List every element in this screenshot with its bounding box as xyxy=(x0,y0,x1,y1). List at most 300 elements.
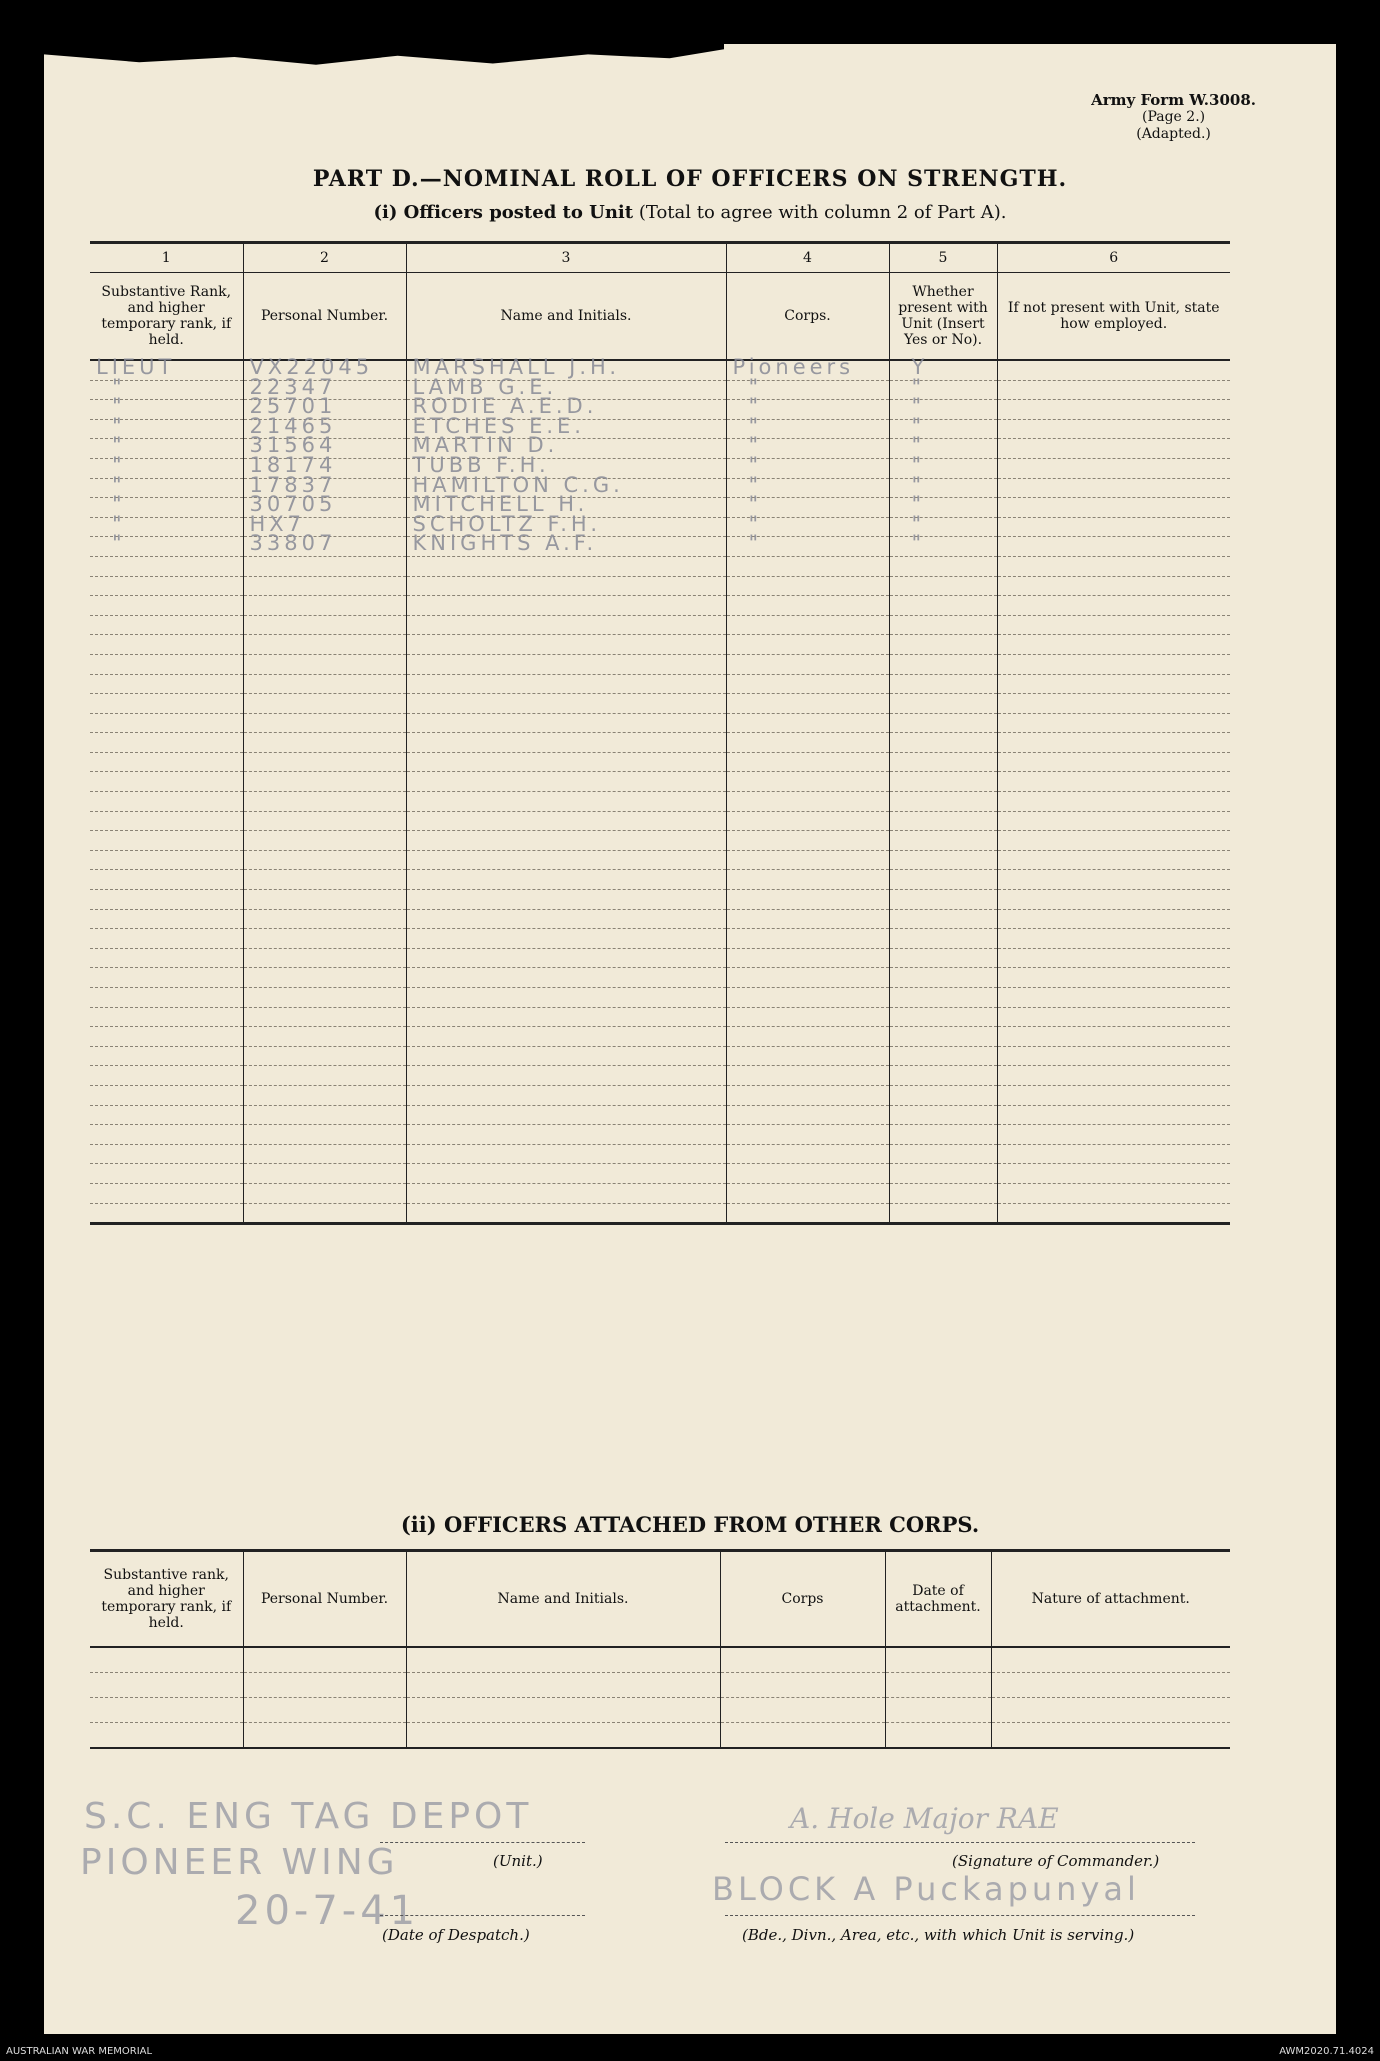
table-cell xyxy=(90,909,243,929)
table-cell xyxy=(720,1647,885,1673)
table-cell xyxy=(726,1144,889,1164)
signature-label: (Signature of Commander.) xyxy=(952,1852,1160,1870)
table-cell xyxy=(997,380,1230,400)
header-nature-attachment: Nature of attachment. xyxy=(991,1551,1230,1648)
table-cell xyxy=(726,752,889,772)
table-cell xyxy=(90,1125,243,1145)
table-cell xyxy=(243,1183,406,1203)
header-rank: Substantive rank, and higher temporary rank, if held. xyxy=(90,1551,243,1648)
table-cell xyxy=(726,576,889,596)
table-cell xyxy=(406,811,726,831)
table-cell xyxy=(889,492,997,518)
table-cell xyxy=(726,1007,889,1027)
table-cell xyxy=(90,870,243,890)
table-cell xyxy=(889,1144,997,1164)
table-cell xyxy=(243,531,406,557)
handwritten-corps: " xyxy=(748,433,763,458)
table-cell xyxy=(889,1105,997,1125)
table-cell xyxy=(720,1723,885,1749)
table-cell xyxy=(726,988,889,1008)
col-number: 6 xyxy=(997,243,1230,273)
table-cell xyxy=(997,733,1230,753)
handwritten-name: ETCHES E.E. xyxy=(412,413,585,438)
table-row xyxy=(90,792,1230,812)
table-cell xyxy=(997,1105,1230,1125)
table-cell xyxy=(885,1723,991,1749)
handwritten-number: 25701 xyxy=(249,394,337,419)
table-cell xyxy=(889,654,997,674)
table-cell xyxy=(243,576,406,596)
handwritten-corps: " xyxy=(748,511,763,536)
table-cell xyxy=(406,596,726,616)
archive-reference: AWM2020.71.4024 xyxy=(1279,2046,1374,2057)
table-cell xyxy=(997,478,1230,498)
table-cell xyxy=(90,988,243,1008)
table-cell xyxy=(889,1046,997,1066)
table-cell xyxy=(889,713,997,733)
table-cell xyxy=(406,674,726,694)
table-cell xyxy=(997,1066,1230,1086)
table-cell xyxy=(726,850,889,870)
header-personal-number: Personal Number. xyxy=(243,273,406,361)
table-cell xyxy=(90,1723,243,1749)
table-cell xyxy=(997,360,1230,380)
table-cell xyxy=(726,1046,889,1066)
table-cell xyxy=(726,694,889,714)
table-cell xyxy=(243,1144,406,1164)
table-cell xyxy=(726,635,889,655)
table-cell xyxy=(997,674,1230,694)
date-line xyxy=(380,1915,585,1916)
handwritten-corps: " xyxy=(748,394,763,419)
handwritten-number: 31564 xyxy=(249,433,337,458)
table-cell xyxy=(406,772,726,792)
table-cell xyxy=(243,1027,406,1047)
header-corps: Corps xyxy=(720,1551,885,1648)
table-cell xyxy=(997,870,1230,890)
handwritten-name: MITCHELL H. xyxy=(412,492,589,517)
table-row xyxy=(90,674,1230,694)
table-cell xyxy=(889,1007,997,1027)
table-cell xyxy=(243,890,406,910)
table-row xyxy=(90,556,1230,576)
table-cell xyxy=(889,1125,997,1145)
table-cell xyxy=(243,713,406,733)
table-cell xyxy=(406,615,726,635)
form-number: Army Form W.3008. xyxy=(1091,91,1256,109)
table-cell xyxy=(726,531,889,557)
table-cell xyxy=(90,890,243,910)
table-cell xyxy=(243,1647,406,1673)
table-cell xyxy=(997,890,1230,910)
table-cell xyxy=(997,988,1230,1008)
handwritten-present: " xyxy=(911,433,926,458)
table-cell xyxy=(406,694,726,714)
table-cell xyxy=(889,890,997,910)
table-cell xyxy=(726,654,889,674)
table-cell xyxy=(889,674,997,694)
part2-title: (ii) OFFICERS ATTACHED FROM OTHER CORPS. xyxy=(400,1512,980,1537)
table-row xyxy=(90,576,1230,596)
table-cell xyxy=(243,654,406,674)
table-row xyxy=(90,890,1230,910)
table-row xyxy=(90,1723,1230,1749)
commander-signature: A. Hole Major RAE xyxy=(790,1802,1059,1835)
table-row xyxy=(90,615,1230,635)
unit-handwritten-line2: PIONEER WING xyxy=(80,1842,399,1883)
table-cell xyxy=(406,1125,726,1145)
table-row xyxy=(90,772,1230,792)
table-cell xyxy=(997,537,1230,557)
table-cell xyxy=(889,1203,997,1224)
table-cell xyxy=(243,850,406,870)
table-cell xyxy=(90,1183,243,1203)
table-cell xyxy=(243,694,406,714)
header-corps: Corps. xyxy=(726,273,889,361)
table-cell xyxy=(406,792,726,812)
table-row xyxy=(90,596,1230,616)
table-cell xyxy=(243,772,406,792)
table-cell xyxy=(406,1164,726,1184)
handwritten-number: 22347 xyxy=(249,374,337,399)
table-cell xyxy=(726,615,889,635)
table-cell xyxy=(885,1698,991,1723)
table-row xyxy=(90,1164,1230,1184)
table-cell xyxy=(726,1027,889,1047)
table-row xyxy=(90,1144,1230,1164)
table-cell xyxy=(997,694,1230,714)
handwritten-number: HX7 xyxy=(249,511,306,536)
table-cell xyxy=(889,1085,997,1105)
table-cell xyxy=(406,1723,720,1749)
table-cell xyxy=(889,511,997,537)
table-cell xyxy=(90,576,243,596)
col-number: 2 xyxy=(243,243,406,273)
table-cell xyxy=(243,1164,406,1184)
table-row xyxy=(90,752,1230,772)
table-cell xyxy=(889,929,997,949)
table-cell xyxy=(889,615,997,635)
col-number: 4 xyxy=(726,243,889,273)
header-row xyxy=(90,1551,1230,1648)
table-cell xyxy=(406,1046,726,1066)
handwritten-corps: " xyxy=(748,413,763,438)
table-cell xyxy=(997,1164,1230,1184)
table-cell xyxy=(90,1007,243,1027)
table-cell xyxy=(406,713,726,733)
table-cell xyxy=(243,929,406,949)
table-cell xyxy=(90,1673,243,1698)
table-cell xyxy=(997,968,1230,988)
table-cell xyxy=(997,909,1230,929)
table-row xyxy=(90,1183,1230,1203)
handwritten-rank: " xyxy=(112,452,126,477)
table-cell xyxy=(243,870,406,890)
table-cell xyxy=(243,988,406,1008)
table-cell xyxy=(406,831,726,851)
table-cell xyxy=(406,1698,720,1723)
table-cell xyxy=(243,674,406,694)
table-cell xyxy=(406,1085,726,1105)
table-cell xyxy=(889,694,997,714)
handwritten-name: SCHOLTZ F.H. xyxy=(412,511,601,536)
table-cell xyxy=(406,1066,726,1086)
handwritten-rank: " xyxy=(112,472,126,497)
table-cell xyxy=(90,1144,243,1164)
table-cell xyxy=(90,694,243,714)
handwritten-number: 21465 xyxy=(249,413,337,438)
table-cell xyxy=(726,831,889,851)
part-subtitle xyxy=(0,202,1380,223)
table-cell xyxy=(406,531,726,557)
table-cell xyxy=(889,433,997,459)
table-cell xyxy=(406,948,726,968)
table-cell xyxy=(997,948,1230,968)
handwritten-rank: LIEUT xyxy=(96,355,176,379)
table-cell xyxy=(726,772,889,792)
table-cell xyxy=(889,556,997,576)
table-row xyxy=(90,1673,1230,1698)
table-cell xyxy=(90,654,243,674)
handwritten-present: " xyxy=(911,531,926,556)
handwritten-rank: " xyxy=(112,394,126,419)
table-row xyxy=(90,929,1230,949)
handwritten-number: 33807 xyxy=(249,531,337,556)
table-cell xyxy=(243,1698,406,1723)
handwritten-present: " xyxy=(911,452,926,477)
table-cell xyxy=(997,615,1230,635)
unit-line xyxy=(380,1842,585,1843)
table-cell xyxy=(889,733,997,753)
table-cell xyxy=(243,615,406,635)
table-cell xyxy=(997,556,1230,576)
table-cell xyxy=(406,1647,720,1673)
officers-posted-table xyxy=(90,241,1230,1225)
table-cell xyxy=(406,1027,726,1047)
table-cell xyxy=(889,948,997,968)
handwritten-name: LAMB G.E. xyxy=(412,374,558,399)
handwritten-corps: " xyxy=(748,374,763,399)
table-cell xyxy=(90,792,243,812)
header-date-attachment: Date of attachment. xyxy=(885,1551,991,1648)
table-cell xyxy=(889,1066,997,1086)
part-title: PART D.—NOMINAL ROLL OF OFFICERS ON STRENGTH. xyxy=(312,166,1068,192)
table-cell xyxy=(889,394,997,420)
table-cell xyxy=(720,1698,885,1723)
table-cell xyxy=(997,1203,1230,1224)
handwritten-present: " xyxy=(911,511,926,536)
table-cell xyxy=(885,1647,991,1673)
table-cell xyxy=(997,850,1230,870)
table-cell xyxy=(90,752,243,772)
table-cell xyxy=(90,1085,243,1105)
table-cell xyxy=(889,413,997,439)
table-cell xyxy=(726,909,889,929)
handwritten-rank: " xyxy=(112,511,126,536)
table-cell xyxy=(243,752,406,772)
table-cell xyxy=(243,1125,406,1145)
table-row xyxy=(90,850,1230,870)
col-number: 5 xyxy=(889,243,997,273)
handwritten-rank: " xyxy=(112,413,126,438)
table-cell xyxy=(243,948,406,968)
table-cell xyxy=(243,596,406,616)
table-cell xyxy=(997,596,1230,616)
table-cell xyxy=(90,1066,243,1086)
table-cell xyxy=(889,1183,997,1203)
table-cell xyxy=(889,452,997,478)
table-cell xyxy=(885,1673,991,1698)
table-cell xyxy=(726,674,889,694)
table-cell xyxy=(726,792,889,812)
handwritten-present: " xyxy=(911,394,926,419)
column-number-row xyxy=(90,243,1230,273)
table-cell xyxy=(406,850,726,870)
table-cell xyxy=(243,1105,406,1125)
table-cell xyxy=(889,792,997,812)
table-cell xyxy=(997,1125,1230,1145)
header-personal-number: Personal Number. xyxy=(243,1551,406,1648)
table-row xyxy=(90,733,1230,753)
table-cell xyxy=(997,654,1230,674)
table-cell xyxy=(889,355,997,380)
table-cell xyxy=(889,870,997,890)
table-cell xyxy=(997,772,1230,792)
table-cell xyxy=(889,635,997,655)
handwritten-name: TUBB F.H. xyxy=(412,452,550,477)
handwritten-corps: Pioneers xyxy=(732,355,855,379)
table-cell xyxy=(90,1046,243,1066)
table-cell xyxy=(997,517,1230,537)
table-cell xyxy=(243,968,406,988)
table-cell xyxy=(991,1723,1230,1749)
table-cell xyxy=(243,733,406,753)
col-number: 3 xyxy=(406,243,726,273)
table-cell xyxy=(991,1647,1230,1673)
header-name: Name and Initials. xyxy=(406,1551,720,1648)
subtitle-rest: (Total to agree with column 2 of Part A). xyxy=(638,202,1007,223)
handwritten-corps: " xyxy=(748,531,763,556)
col-number: 1 xyxy=(90,243,243,273)
officers-attached-table xyxy=(90,1549,1230,1749)
table-cell xyxy=(406,1105,726,1125)
table-cell xyxy=(406,576,726,596)
handwritten-number: 30705 xyxy=(249,492,337,517)
unit-handwritten-line1: S.C. ENG TAG DEPOT xyxy=(84,1796,533,1837)
table-cell xyxy=(406,870,726,890)
table-cell xyxy=(726,1203,889,1224)
table-cell xyxy=(726,1105,889,1125)
handwritten-rank: " xyxy=(112,374,126,399)
table-cell xyxy=(889,811,997,831)
table-cell xyxy=(406,733,726,753)
table-cell xyxy=(90,713,243,733)
form-adapted: (Adapted.) xyxy=(1136,126,1211,142)
handwritten-name: KNIGHTS A.F. xyxy=(412,531,598,556)
table-cell xyxy=(997,713,1230,733)
table-cell xyxy=(997,635,1230,655)
table-row xyxy=(90,811,1230,831)
table-row xyxy=(90,909,1230,929)
table-cell xyxy=(90,531,243,557)
table-cell xyxy=(243,1046,406,1066)
table-cell xyxy=(997,439,1230,459)
table-cell xyxy=(889,772,997,792)
table-cell xyxy=(406,909,726,929)
handwritten-rank: " xyxy=(112,492,126,517)
table-row xyxy=(90,1085,1230,1105)
table-cell xyxy=(90,772,243,792)
table-cell xyxy=(997,792,1230,812)
table-cell xyxy=(90,635,243,655)
table-cell xyxy=(90,968,243,988)
table-cell xyxy=(889,374,997,400)
table-cell xyxy=(889,472,997,498)
table-cell xyxy=(997,458,1230,478)
table-cell xyxy=(889,850,997,870)
table-cell xyxy=(243,635,406,655)
handwritten-name: RODIE A.E.D. xyxy=(412,394,598,419)
header-employment: If not present with Unit, state how employed. xyxy=(997,273,1230,361)
table-cell xyxy=(720,1673,885,1698)
table-cell xyxy=(991,1698,1230,1723)
table-cell xyxy=(991,1673,1230,1698)
table-cell xyxy=(406,1673,720,1698)
table-row xyxy=(90,635,1230,655)
table-cell xyxy=(406,1007,726,1027)
table-cell xyxy=(726,1085,889,1105)
table-cell xyxy=(406,1183,726,1203)
table-cell xyxy=(243,1723,406,1749)
table-cell xyxy=(90,674,243,694)
handwritten-present: " xyxy=(911,492,926,517)
table-cell xyxy=(406,988,726,1008)
table-cell xyxy=(406,890,726,910)
table-cell xyxy=(243,1673,406,1698)
table-cell xyxy=(243,1066,406,1086)
table-cell xyxy=(90,929,243,949)
table-cell xyxy=(90,1164,243,1184)
table-row xyxy=(90,1698,1230,1723)
form-reference xyxy=(1091,92,1256,143)
table-cell xyxy=(90,556,243,576)
table-cell xyxy=(997,419,1230,439)
handwritten-number: 17837 xyxy=(249,472,337,497)
table-cell xyxy=(90,1105,243,1125)
roll-body xyxy=(90,355,1230,1224)
table-cell xyxy=(90,948,243,968)
table-cell xyxy=(243,909,406,929)
table-cell xyxy=(997,576,1230,596)
table-cell xyxy=(997,929,1230,949)
table-cell xyxy=(243,1007,406,1027)
table-row xyxy=(90,694,1230,714)
table-cell xyxy=(406,929,726,949)
table-cell xyxy=(997,1027,1230,1047)
table-cell xyxy=(889,1027,997,1047)
header-row xyxy=(90,273,1230,361)
table-cell xyxy=(889,1164,997,1184)
table-cell xyxy=(889,596,997,616)
table-cell xyxy=(406,1203,726,1224)
table-cell xyxy=(406,635,726,655)
table-cell xyxy=(726,1164,889,1184)
table-cell xyxy=(726,733,889,753)
handwritten-corps: " xyxy=(748,492,763,517)
handwritten-rank: " xyxy=(112,531,126,556)
table-cell xyxy=(90,850,243,870)
table-cell xyxy=(90,831,243,851)
